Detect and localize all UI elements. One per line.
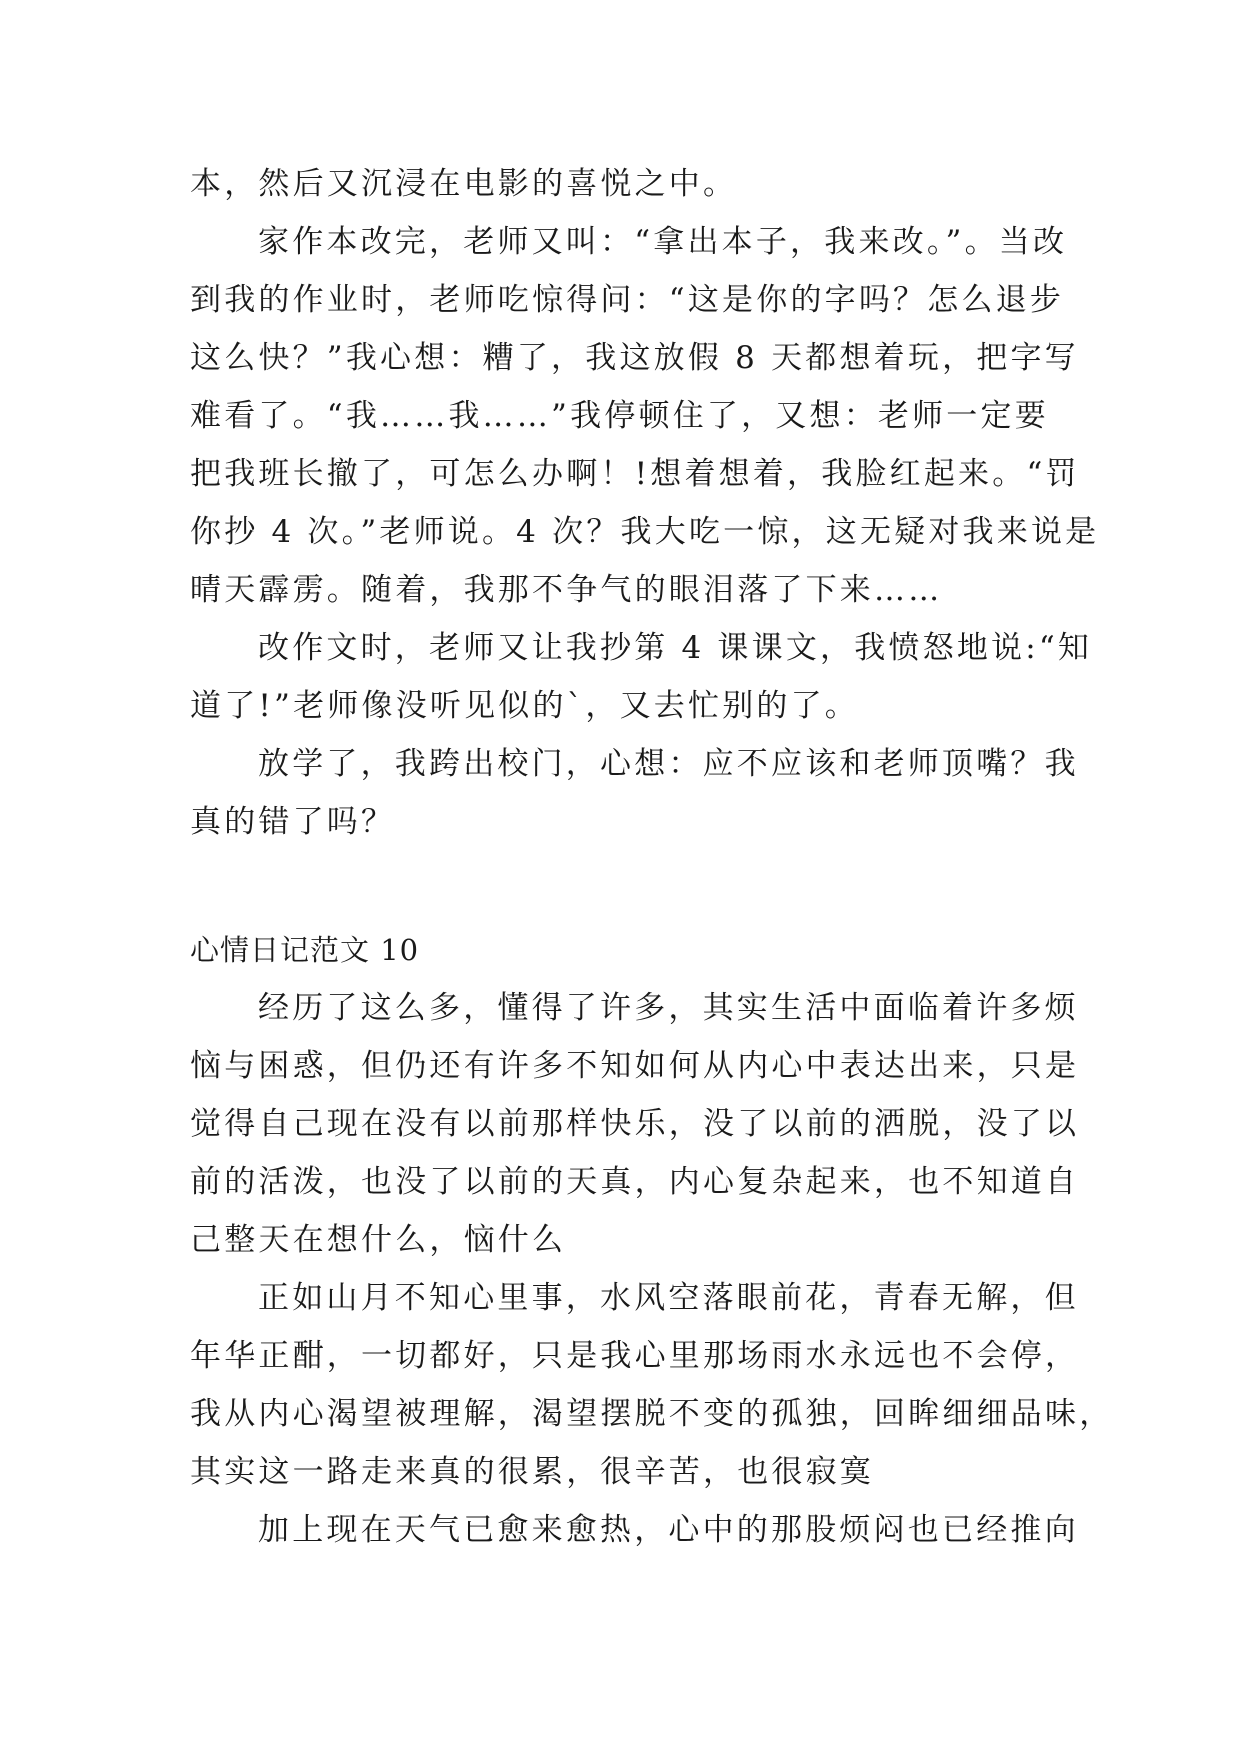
- text-line: 年华正酣，一切都好，只是我心里那场雨水永远也不会停，: [190, 1338, 1080, 1374]
- text-line: 晴天霹雳。随着，我那不争气的眼泪落了下来……: [190, 572, 943, 608]
- paragraph: [190, 735, 1079, 851]
- text-line: 觉得自己现在没有以前那样快乐，没了以前的洒脱，没了以: [190, 1106, 1080, 1142]
- paragraph: [190, 619, 1093, 735]
- paragraph: [190, 979, 1080, 1269]
- text-line: 道了!”老师像没听见似的`，又去忙别的了。: [190, 688, 860, 724]
- text-line: 家作本改完，老师又叫：“拿出本子，我来改。”。当改: [258, 224, 1068, 260]
- text-line: 到我的作业时，老师吃惊得问：“这是你的字吗？怎么退步: [190, 282, 1065, 318]
- text-line: 真的错了吗？: [190, 804, 396, 840]
- text-line: 正如山月不知心里事，水风空落眼前花，青春无解，但: [258, 1280, 1079, 1316]
- paragraph: [190, 1269, 1114, 1501]
- text-line: 难看了。“我……我……”我停顿住了，又想：老师一定要: [190, 398, 1049, 434]
- text-line: 恼与困惑，但仍还有许多不知如何从内心中表达出来，只是: [190, 1048, 1080, 1084]
- section-previous-diary: [190, 155, 1100, 851]
- text-line: 你抄 4 次。”老师说。4 次？我大吃一惊，这无疑对我来说是: [190, 514, 1100, 550]
- section-heading: 心情日记范文 10: [190, 933, 420, 967]
- text-line: 我从内心渴望被理解，渴望摆脱不变的孤独，回眸细细品味，: [190, 1396, 1114, 1432]
- paragraph: [190, 1501, 1079, 1559]
- text-line: 经历了这么多，懂得了许多，其实生活中面临着许多烦: [258, 990, 1079, 1026]
- paragraph: [190, 213, 1100, 619]
- text-line: 改作文时，老师又让我抄第 4 课课文，我愤怒地说:“知: [258, 630, 1093, 666]
- text-line: 放学了，我跨出校门，心想：应不应该和老师顶嘴？我: [258, 746, 1079, 782]
- text-line: 把我班长撤了，可怎么办啊！!想着想着，我脸红起来。“罚: [190, 456, 1080, 492]
- text-line: 己整天在想什么，恼什么: [190, 1222, 567, 1258]
- text-line: 其实这一路走来真的很累，很辛苦，也很寂寞: [190, 1454, 874, 1490]
- text-line: 这么快？”我心想：糟了，我这放假 8 天都想着玩，把字写: [190, 340, 1079, 376]
- text-line: 前的活泼，也没了以前的天真，内心复杂起来，也不知道自: [190, 1164, 1080, 1200]
- text-line: 本，然后又沉浸在电影的喜悦之中。: [190, 166, 738, 202]
- document-page: [190, 155, 1114, 1559]
- text-line: 加上现在天气已愈来愈热，心中的那股烦闷也已经推向: [258, 1512, 1079, 1548]
- paragraph: [190, 155, 1050, 213]
- section-diary-10: [190, 921, 1114, 1559]
- section-gap: [190, 851, 1050, 921]
